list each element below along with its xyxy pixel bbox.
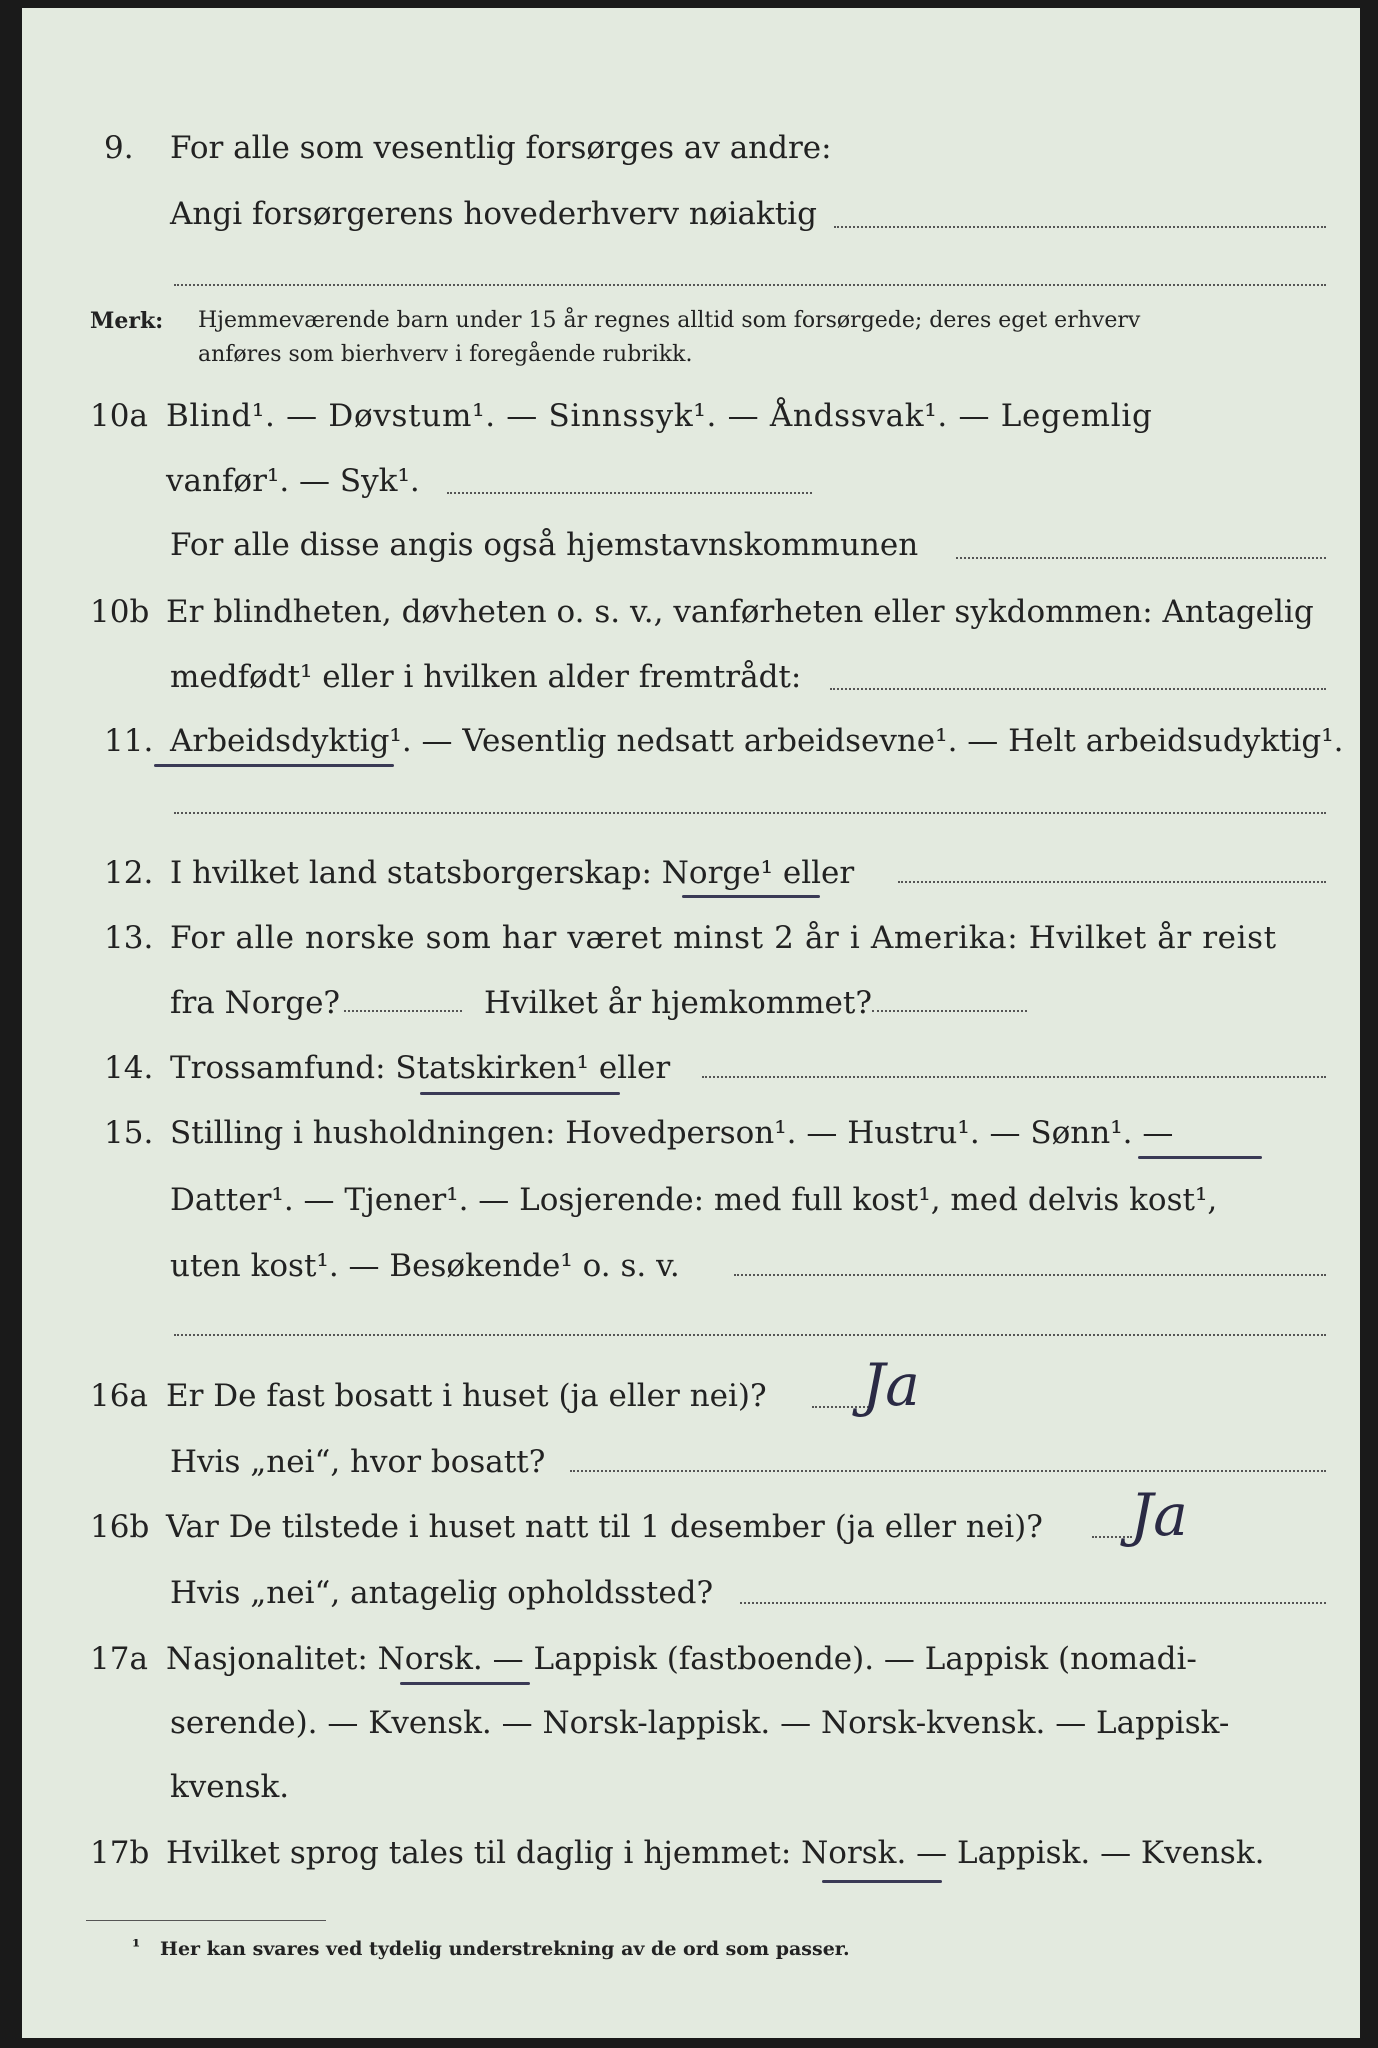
q16b-answer-line-2[interactable] [740,1602,1326,1604]
q16b-text-2: Hvis „nei“, antagelig opholdssted? [170,1575,714,1611]
q17a-text-2: serende). — Kvensk. — Norsk-lappisk. — Norsk-kvensk. — Lappisk- [170,1705,1230,1741]
q13-text-2a: fra Norge? [170,985,341,1021]
q9-number: 9. [104,130,134,166]
merk-label: Merk: [90,308,164,334]
q10b-text-2: medfødt¹ eller i hvilken alder fremtrådt: [170,659,802,695]
q15-text-2: Datter¹. — Tjener¹. — Losjerende: med full kost¹, med delvis kost¹, [170,1182,1218,1218]
q10a-number: 10a [90,398,148,434]
q15-text: Stilling i husholdningen: Hovedperson¹. — Hustru¹. — Sønn¹. — [170,1115,1174,1151]
footnote-rule [86,1920,326,1921]
q10a-answer-line-2[interactable] [956,557,1326,559]
q10a-text-3: For alle disse angis også hjemstavnskommunen [170,527,919,563]
q14-number: 14. [104,1050,154,1086]
q16b-answer-line[interactable] [1092,1536,1132,1538]
merk-text: Hjemmeværende barn under 15 år regnes alltid som forsørgede; deres eget erhverv [198,308,1141,333]
q17b-text: Hvilket sprog tales til daglig i hjemmet: Norsk. — Lappisk. — Kvensk. [166,1835,1265,1871]
q10b-text: Er blindheten, døvheten o. s. v., vanførheten eller sykdommen: Antagelig [166,594,1314,630]
q16a-text-2: Hvis „nei“, hvor bosatt? [170,1444,546,1480]
q17a-text-3: kvensk. [170,1769,290,1805]
q9-text-2: Angi forsørgerens hovederhverv nøiaktig [170,196,817,232]
q12-number: 12. [104,855,154,891]
census-form-page [22,8,1360,2038]
q16a-number: 16a [90,1378,148,1414]
q15-answer-line[interactable] [734,1274,1326,1276]
q10a-text-2: vanfør¹. — Syk¹. [166,463,420,499]
q14-text: Trossamfund: Statskirken¹ eller [170,1050,671,1086]
q9-text: For alle som vesentlig forsørges av andre: [170,130,832,166]
q17a-underline [400,1682,530,1685]
q12-underline [682,895,820,898]
q10a-answer-line[interactable] [447,492,812,494]
q9-answer-line[interactable] [834,226,1326,228]
q13-number: 13. [104,920,154,956]
q16b-handwritten-answer: Ja [1130,1481,1188,1549]
q16a-handwritten-answer: Ja [862,1351,920,1419]
q14-answer-line[interactable] [702,1076,1326,1078]
q12-answer-line[interactable] [898,881,1326,883]
q10b-number: 10b [90,594,150,630]
q11-underline [154,764,394,767]
q16a-text: Er De fast bosatt i huset (ja eller nei)? [166,1378,767,1414]
q14-underline [420,1092,620,1095]
footnote-text: Her kan svares ved tydelig understrekning av de ord som passer. [160,1938,850,1960]
q17b-number: 17b [90,1835,150,1871]
q15-number: 15. [104,1115,154,1151]
q10a-text: Blind¹. — Døvstum¹. — Sinnssyk¹. — Åndssvak¹. — Legemlig [166,398,1153,434]
merk-text-2: anføres som bierhverv i foregående rubrikk. [198,342,693,367]
q17a-text: Nasjonalitet: Norsk. — Lappisk (fastboende). — Lappisk (nomadi- [166,1641,1197,1677]
q16b-text: Var De tilstede i huset natt til 1 desember (ja eller nei)? [166,1509,1043,1545]
q10b-answer-line[interactable] [830,688,1326,690]
q16b-number: 16b [90,1509,150,1545]
q17b-underline [822,1880,942,1883]
q17a-number: 17a [90,1641,148,1677]
footnote-mark: ¹ [132,1936,141,1958]
q13-text: For alle norske som har været minst 2 år i Amerika: Hvilket år reist [170,920,1277,956]
q11-number: 11. [104,723,154,759]
q15-text-3: uten kost¹. — Besøkende¹ o. s. v. [170,1248,680,1284]
q16a-answer-line-2[interactable] [570,1470,1326,1472]
q13-answer-line[interactable] [344,1010,462,1012]
q13-text-2b: Hvilket år hjemkommet? [484,985,872,1021]
q11-answer-line[interactable] [174,812,1326,814]
q9-answer-line-2[interactable] [174,284,1326,286]
q15-answer-line-2[interactable] [174,1334,1326,1336]
q11-text: Arbeidsdyktig¹. — Vesentlig nedsatt arbeidsevne¹. — Helt arbeidsudyktig¹. [170,723,1344,759]
q12-text: I hvilket land statsborgerskap: Norge¹ eller [170,855,855,891]
q13-answer-line-2[interactable] [872,1010,1027,1012]
q15-underline [1138,1156,1262,1159]
